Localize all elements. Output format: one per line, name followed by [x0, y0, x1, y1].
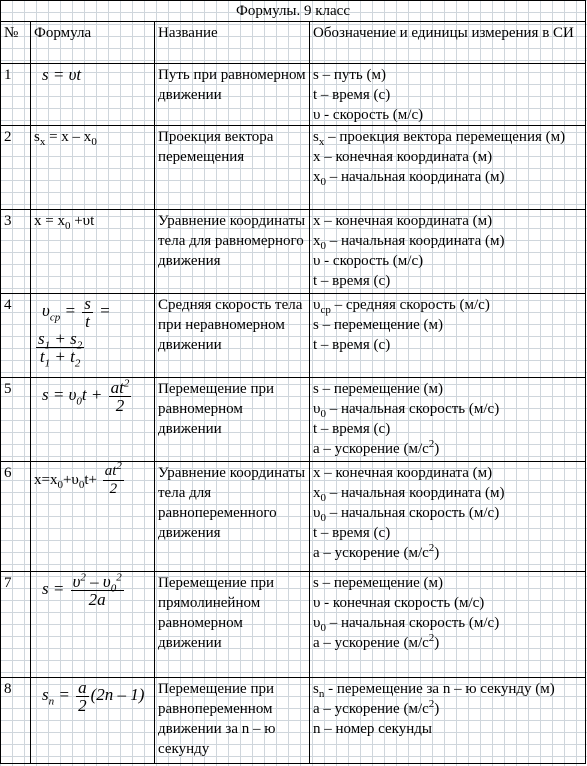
unit-line: t – время (с): [313, 337, 391, 353]
table-row: [1, 678, 586, 764]
name-cell: Проекция вектора перемещения: [155, 126, 310, 210]
formula-cell: $s = \upsilon_0t$ + $\frac{at^2}{2}$: [31, 378, 155, 462]
row-number: 8: [1, 678, 31, 764]
unit-line: υ - скорость (м/с): [313, 253, 424, 269]
formula-cell: s = $\frac{\upsilon^2 - \upsilon_0^2}{2a}$: [31, 572, 155, 678]
unit-line: $x_0$ – начальная координата (м): [313, 233, 505, 252]
unit-line: s – перемещение (м): [313, 317, 443, 333]
header-name: Название: [155, 22, 310, 64]
unit-line: t – время (с): [313, 273, 391, 289]
row-number: 3: [1, 210, 31, 294]
unit-line: t – время (с): [313, 525, 391, 541]
unit-line: υ - скорость (м/с): [313, 107, 424, 123]
unit-line: a – ускорение $(м/с^2)$: [313, 542, 440, 561]
unit-line: x – конечная координата (м): [313, 149, 493, 165]
name-cell: Перемещение при равномерном движении: [155, 378, 310, 462]
name-cell: Перемещение при прямолинейном равномерном движении: [155, 572, 310, 678]
name-cell: Путь при равномерном движении: [155, 64, 310, 126]
table-row: [1, 378, 586, 462]
unit-line: $\upsilon_0$ – начальная скорость (м/с): [313, 401, 500, 420]
row-number: 7: [1, 572, 31, 678]
formula-cell: $x=x_0+\upsilon_0t+$ $\frac{at^2}{2}$: [31, 462, 155, 572]
title-row: [1, 1, 586, 22]
unit-line: υ - конечная скорость (м/с): [313, 595, 485, 611]
name-cell: Уравнение координаты тела для равнопеременного движения: [155, 462, 310, 572]
unit-line: a – ускорение $(м/с^2)$: [313, 698, 440, 717]
unit-line: t – время (с): [313, 87, 391, 103]
row-number: 5: [1, 378, 31, 462]
formula-cell: s = υt: [31, 64, 155, 126]
header-row: [1, 22, 586, 64]
units-cell: [310, 64, 586, 126]
table-row: [1, 462, 586, 572]
header-formula: Формула: [31, 22, 155, 64]
table-title: Формулы. 9 класс: [1, 1, 586, 22]
units-cell: [310, 572, 586, 678]
table-row: [1, 64, 586, 126]
table-row: [1, 210, 586, 294]
table-row: [1, 572, 586, 678]
row-number: 6: [1, 462, 31, 572]
row-number: 2: [1, 126, 31, 210]
unit-line: $\upsilon_0$ – начальная скорость (м/с): [313, 505, 500, 524]
unit-line: n – номер секунды: [313, 721, 432, 737]
unit-line: $s_n$ - перемещение за n – ю секунду (м): [313, 681, 555, 700]
units-cell: [310, 462, 586, 572]
name-cell: Перемещение при равнопеременном движении за n – ю секунду: [155, 678, 310, 764]
unit-line: x – конечная координата (м): [313, 465, 493, 481]
unit-line: s – перемещение (м): [313, 575, 443, 591]
table-row: [1, 126, 586, 210]
header-units: Обозначение и единицы измерения в СИ: [310, 22, 586, 64]
row-number: 1: [1, 64, 31, 126]
formula-cell: $s_x = x - x_0$: [31, 126, 155, 210]
table-row: [1, 294, 586, 378]
units-cell: [310, 126, 586, 210]
formula-cell: $\upsilon_{ср}$ = $\frac{s}{t}$ = $\frac{s_1 + s_2}{t_1 + t_2}$: [31, 294, 155, 378]
units-cell: [310, 378, 586, 462]
unit-line: a – ускорение $(м/с^2)$: [313, 632, 440, 651]
unit-line: $x_0$ – начальная координата (м): [313, 485, 505, 504]
unit-line: x – конечная координата (м): [313, 213, 493, 229]
unit-line: s – перемещение (м): [313, 381, 443, 397]
row-number: 4: [1, 294, 31, 378]
formula-cell: $x = x_0 +\upsilon t$: [31, 210, 155, 294]
units-cell: [310, 678, 586, 764]
unit-line: $s_x$ – проекция вектора перемещения (м): [313, 129, 566, 148]
unit-line: t – время (с): [313, 421, 391, 437]
header-num: №: [1, 22, 31, 64]
formula-cell: $s_n$ = $\frac{a}{2}$ (2n – 1): [31, 678, 155, 764]
unit-line: a – ускорение $(м/с^2)$: [313, 438, 440, 457]
name-cell: Уравнение координаты тела для равномерного движения: [155, 210, 310, 294]
units-cell: [310, 210, 586, 294]
unit-line: $\upsilon_0$ – начальная скорость (м/с): [313, 615, 500, 634]
units-cell: [310, 294, 586, 378]
unit-line: $x_0$ – начальная координата (м): [313, 169, 505, 188]
name-cell: Средняя скорость тела при неравномерном движении: [155, 294, 310, 378]
unit-line: s – путь (м): [313, 67, 386, 83]
unit-line: $\upsilon_{ср}$ – средняя скорость (м/с): [313, 297, 490, 316]
